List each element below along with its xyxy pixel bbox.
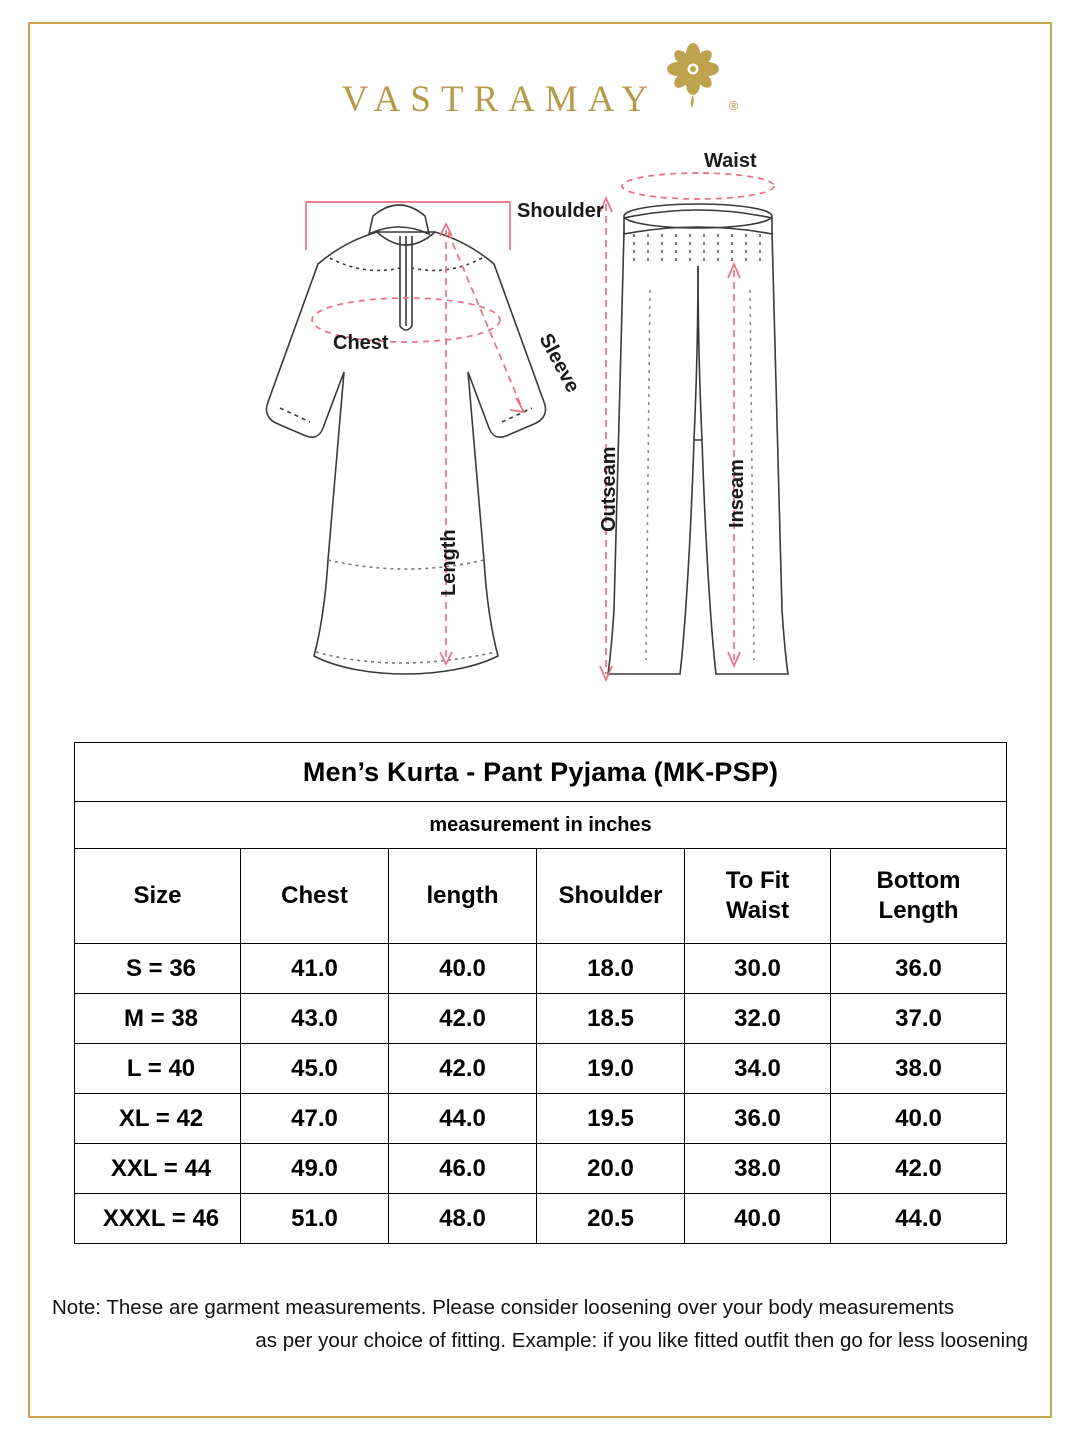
column-header-length: length xyxy=(389,849,537,944)
label-shoulder: Shoulder xyxy=(517,200,604,222)
column-header-bottom-length xyxy=(831,849,1007,944)
measurement-note xyxy=(52,1292,1028,1358)
cell-bottom-length: 38.0 xyxy=(831,1044,1007,1094)
label-waist: Waist xyxy=(704,150,757,172)
brand-wordmark: VASTRAMAY xyxy=(341,79,658,120)
registered-mark: ® xyxy=(728,98,739,113)
brand-header xyxy=(0,40,1080,123)
cell-length: 42.0 xyxy=(389,994,537,1044)
cell-chest: 49.0 xyxy=(241,1144,389,1194)
table-row xyxy=(75,1144,1007,1194)
cell-bottom-length: 36.0 xyxy=(831,944,1007,994)
table-row xyxy=(75,944,1007,994)
table-row xyxy=(75,1094,1007,1144)
cell-length: 40.0 xyxy=(389,944,537,994)
cell-length: 48.0 xyxy=(389,1194,537,1244)
cell-waist: 32.0 xyxy=(685,994,831,1044)
cell-size: M = 38 xyxy=(75,994,241,1044)
cell-size: S = 36 xyxy=(75,944,241,994)
cell-length: 44.0 xyxy=(389,1094,537,1144)
table-title: Men’s Kurta - Pant Pyjama (MK-PSP) xyxy=(75,743,1007,802)
cell-shoulder: 19.5 xyxy=(537,1094,685,1144)
table-row xyxy=(75,1194,1007,1244)
table-subtitle: measurement in inches xyxy=(75,802,1007,849)
cell-size: L = 40 xyxy=(75,1044,241,1094)
cell-chest: 41.0 xyxy=(241,944,389,994)
table-row xyxy=(75,1044,1007,1094)
cell-waist: 36.0 xyxy=(685,1094,831,1144)
cell-size: XXXL = 46 xyxy=(75,1194,241,1244)
cell-length: 42.0 xyxy=(389,1044,537,1094)
cell-bottom-length: 42.0 xyxy=(831,1144,1007,1194)
garment-diagram-svg xyxy=(210,140,870,720)
cell-shoulder: 20.5 xyxy=(537,1194,685,1244)
label-length: Length xyxy=(438,529,460,596)
note-line-1: Note: These are garment measurements. Please consider loosening over your body measurements xyxy=(52,1296,955,1319)
cell-chest: 45.0 xyxy=(241,1044,389,1094)
column-header-to-fit-waist xyxy=(685,849,831,944)
garment-illustration xyxy=(210,140,870,720)
cell-chest: 51.0 xyxy=(241,1194,389,1244)
column-header-to-fit-waist-line1: To Fit xyxy=(725,867,790,895)
label-sleeve: Sleeve xyxy=(534,330,584,397)
cell-bottom-length: 37.0 xyxy=(831,994,1007,1044)
cell-waist: 38.0 xyxy=(685,1144,831,1194)
table-title-row xyxy=(75,743,1007,802)
column-header-bottom-length-line1: Bottom xyxy=(876,867,961,895)
column-header-to-fit-waist-line2: Waist xyxy=(725,897,790,924)
cell-chest: 47.0 xyxy=(241,1094,389,1144)
cell-shoulder: 18.0 xyxy=(537,944,685,994)
size-chart-table-wrapper xyxy=(74,742,1006,1244)
cell-shoulder: 20.0 xyxy=(537,1144,685,1194)
column-header-chest: Chest xyxy=(241,849,389,944)
cell-waist: 30.0 xyxy=(685,944,831,994)
floral-emblem-icon xyxy=(664,40,722,123)
cell-shoulder: 19.0 xyxy=(537,1044,685,1094)
cell-waist: 34.0 xyxy=(685,1044,831,1094)
column-header-size: Size xyxy=(75,849,241,944)
column-header-bottom-length-line2: Length xyxy=(878,897,959,924)
cell-shoulder: 18.5 xyxy=(537,994,685,1044)
note-line-2: as per your choice of fitting. Example: if you like fitted outfit then go for less loosening xyxy=(255,1328,1028,1352)
cell-bottom-length: 40.0 xyxy=(831,1094,1007,1144)
label-inseam: Inseam xyxy=(726,459,748,528)
cell-bottom-length: 44.0 xyxy=(831,1194,1007,1244)
label-chest: Chest xyxy=(333,332,389,354)
cell-waist: 40.0 xyxy=(685,1194,831,1244)
table-subtitle-row xyxy=(75,802,1007,849)
cell-length: 46.0 xyxy=(389,1144,537,1194)
table-header-row xyxy=(75,849,1007,944)
table-row xyxy=(75,994,1007,1044)
cell-size: XL = 42 xyxy=(75,1094,241,1144)
column-header-shoulder: Shoulder xyxy=(537,849,685,944)
cell-chest: 43.0 xyxy=(241,994,389,1044)
size-chart-table xyxy=(74,742,1007,1244)
label-outseam: Outseam xyxy=(598,446,620,532)
cell-size: XXL = 44 xyxy=(75,1144,241,1194)
